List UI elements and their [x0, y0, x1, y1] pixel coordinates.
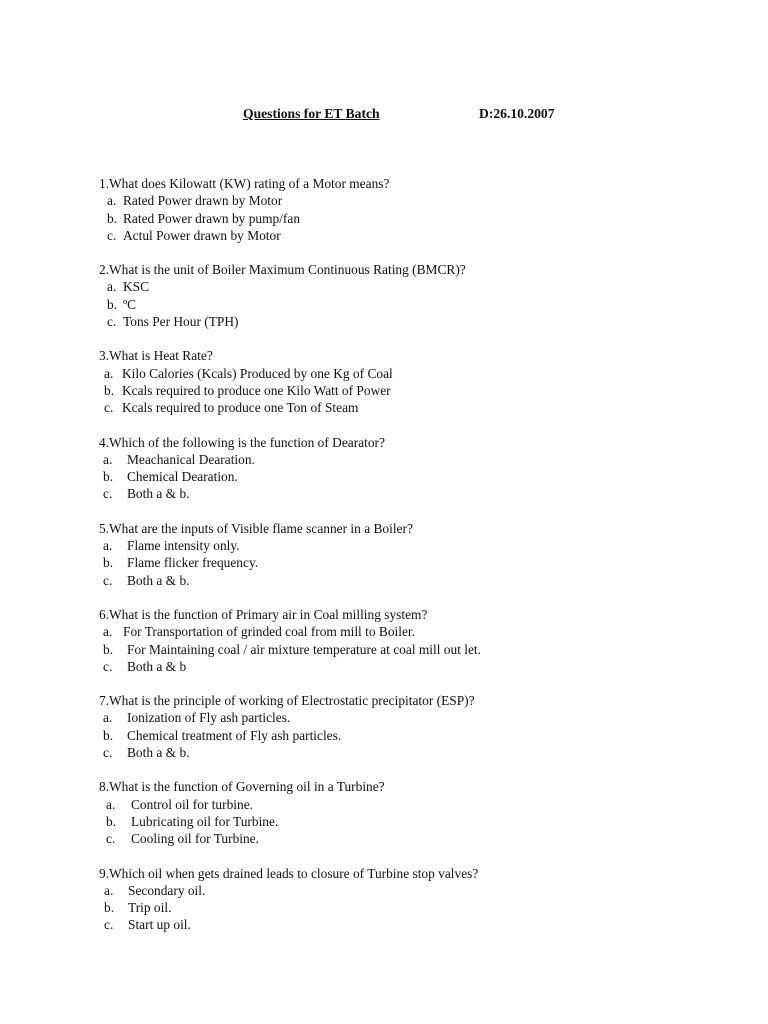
option-text: Trip oil. — [128, 900, 172, 916]
option-text: For Maintaining coal / air mixture temperature at coal mill out let. — [127, 641, 482, 657]
option-list — [99, 192, 739, 244]
question-2 — [99, 261, 739, 330]
question-6 — [99, 606, 739, 675]
option-letter: b. — [107, 210, 118, 226]
question-8 — [99, 778, 739, 847]
option-c — [99, 313, 739, 330]
option-text: Kcals required to produce one Kilo Watt of Power — [122, 382, 391, 398]
option-b — [99, 813, 739, 830]
option-letter: a. — [103, 710, 113, 726]
option-letter: a. — [107, 193, 117, 209]
option-text: For Transportation of grinded coal from mill to Boiler. — [123, 624, 415, 640]
option-list — [99, 365, 739, 417]
option-letter: a. — [104, 882, 114, 898]
option-text: Rated Power drawn by pump/fan — [123, 210, 301, 226]
option-text: KSC — [123, 279, 150, 295]
option-text: Kcals required to produce one Ton of Steam — [122, 400, 359, 416]
option-list — [99, 278, 739, 330]
option-list — [99, 451, 739, 503]
question-9 — [99, 865, 739, 934]
option-a — [99, 709, 739, 726]
option-letter: c. — [107, 227, 117, 243]
option-letter: a. — [103, 451, 113, 467]
option-b — [99, 554, 739, 571]
question-text: 1.What does Kilowatt (KW) rating of a Motor means? — [99, 176, 390, 191]
option-c — [99, 916, 739, 933]
option-c — [99, 572, 739, 589]
option-c — [99, 485, 739, 502]
option-text: Chemical Dearation. — [127, 469, 238, 485]
question-text: 5.What are the inputs of Visible flame scanner in a Boiler? — [99, 520, 413, 536]
option-text: Start up oil. — [128, 917, 191, 933]
question-text: 3.What is Heat Rate? — [99, 348, 213, 364]
option-letter: b. — [104, 382, 115, 398]
option-letter: c. — [106, 831, 116, 847]
question-3 — [99, 347, 739, 416]
option-letter: c. — [107, 314, 117, 330]
option-c — [99, 658, 739, 675]
option-list — [99, 623, 739, 675]
option-text: Flame intensity only. — [127, 538, 240, 554]
option-letter: a. — [103, 624, 113, 640]
question-text: 2.What is the unit of Boiler Maximum Continuous Rating (BMCR)? — [99, 262, 466, 278]
option-text: Flame flicker frequency. — [127, 555, 259, 571]
option-letter: a. — [103, 538, 113, 554]
option-letter: c. — [103, 745, 113, 761]
option-letter: a. — [104, 365, 114, 381]
option-text: Both a & b. — [127, 572, 190, 588]
option-a — [99, 278, 739, 295]
option-a — [99, 882, 739, 899]
option-letter: c. — [104, 917, 114, 933]
option-b — [99, 727, 739, 744]
question-text: 7.What is the principle of working of Electrostatic precipitator (ESP)? — [99, 693, 475, 709]
option-b — [99, 210, 739, 227]
option-b — [99, 296, 739, 313]
option-letter: b. — [103, 555, 114, 571]
option-text: Actul Power drawn by Motor — [123, 227, 281, 243]
option-letter: c. — [104, 400, 114, 416]
option-text: Secondary oil. — [128, 882, 206, 898]
question-4 — [99, 434, 739, 503]
option-text: Meachanical Dearation. — [127, 451, 255, 467]
option-text: Tons Per Hour (TPH) — [123, 314, 239, 330]
question-list — [99, 175, 739, 951]
option-list — [99, 882, 739, 934]
option-b — [99, 382, 739, 399]
option-a — [99, 623, 739, 640]
option-b — [99, 468, 739, 485]
question-1 — [99, 175, 739, 244]
question-7 — [99, 692, 739, 761]
document-title: Questions for ET Batch — [243, 106, 380, 121]
question-text: 6.What is the function of Primary air in Coal milling system? — [99, 606, 428, 622]
option-letter: c. — [103, 486, 113, 502]
option-letter: c. — [103, 572, 113, 588]
option-text: Chemical treatment of Fly ash particles. — [127, 727, 342, 743]
option-letter: b. — [103, 727, 114, 743]
document-header — [0, 106, 768, 126]
option-letter: a. — [107, 279, 117, 295]
option-text: ºC — [123, 296, 137, 312]
option-c — [99, 744, 739, 761]
option-list — [99, 796, 739, 848]
option-letter: b. — [103, 469, 114, 485]
option-text: Both a & b — [127, 658, 187, 674]
option-letter: b. — [104, 900, 115, 916]
option-letter: a. — [106, 796, 116, 812]
option-list — [99, 537, 739, 589]
question-text: 9.Which oil when gets drained leads to closure of Turbine stop valves? — [99, 865, 479, 881]
option-b — [99, 899, 739, 916]
option-letter: b. — [103, 641, 114, 657]
option-letter: c. — [103, 658, 113, 674]
option-text: Control oil for turbine. — [131, 796, 253, 812]
option-letter: b. — [107, 296, 118, 312]
option-text: Both a & b. — [127, 486, 190, 502]
option-text: Both a & b. — [127, 745, 190, 761]
document-date: D:26.10.2007 — [479, 106, 555, 121]
option-a — [99, 365, 739, 382]
option-c — [99, 227, 739, 244]
option-a — [99, 537, 739, 554]
option-a — [99, 796, 739, 813]
option-text: Cooling oil for Turbine. — [131, 831, 259, 847]
option-c — [99, 830, 739, 847]
option-list — [99, 709, 739, 761]
option-letter: b. — [106, 813, 117, 829]
option-text: Kilo Calories (Kcals) Produced by one Kg of Coal — [122, 365, 393, 381]
question-text: 4.Which of the following is the function of Dearator? — [99, 434, 385, 450]
option-a — [99, 192, 739, 209]
option-text: Ionization of Fly ash particles. — [127, 710, 291, 726]
option-b — [99, 641, 739, 658]
question-5 — [99, 520, 739, 589]
option-text: Rated Power drawn by Motor — [123, 193, 283, 209]
option-text: Lubricating oil for Turbine. — [131, 813, 279, 829]
question-text: 8.What is the function of Governing oil in a Turbine? — [99, 779, 385, 795]
option-c — [99, 399, 739, 416]
option-a — [99, 451, 739, 468]
